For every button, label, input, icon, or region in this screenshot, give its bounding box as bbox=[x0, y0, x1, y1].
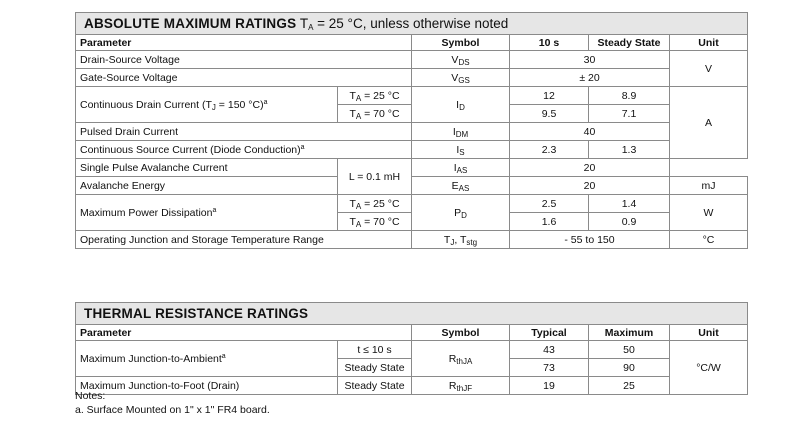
note-a: a. Surface Mounted on 1" x 1" FR4 board. bbox=[75, 404, 270, 416]
abs-header-row bbox=[76, 35, 748, 51]
param-operating-temperature: Operating Junction and Storage Temperature Range bbox=[76, 231, 412, 249]
value-ja-max-10s: 50 bbox=[589, 341, 670, 359]
symbol-eas: $E_{AS}$ bbox=[412, 177, 510, 195]
table-row bbox=[76, 51, 748, 69]
value-vds: 30 bbox=[510, 51, 670, 69]
value-temperature-range: - 55 to 150 bbox=[510, 231, 670, 249]
param-max-power-dissipation: Maximum Power Dissipation$^a$ bbox=[76, 195, 338, 231]
thermal-header-parameter: Parameter bbox=[76, 325, 412, 341]
value-jf-max: 25 bbox=[589, 377, 670, 395]
symbol-tj-tstg: $T_J$, $T_{stg}$ bbox=[412, 231, 510, 249]
notes-label: Notes: bbox=[75, 390, 106, 402]
header-unit: Unit bbox=[670, 35, 748, 51]
thermal-header-typical: Typical bbox=[510, 325, 589, 341]
thermal-header-symbol: Symbol bbox=[412, 325, 510, 341]
value-ias: 20 bbox=[510, 159, 670, 177]
param-continuous-source-current: Continuous Source Current (Diode Conduction)$^a$ bbox=[76, 141, 412, 159]
abs-title: ABSOLUTE MAXIMUM RATINGS bbox=[84, 15, 297, 31]
value-pd-70-10s: 1.6 bbox=[510, 213, 589, 231]
table-row bbox=[76, 341, 748, 359]
value-id-70-ss: 7.1 bbox=[589, 105, 670, 123]
table-row bbox=[76, 69, 748, 87]
param-junction-to-foot: Maximum Junction-to-Foot (Drain) bbox=[76, 377, 338, 395]
value-ja-typ-10s: 43 bbox=[510, 341, 589, 359]
param-continuous-drain-current: Continuous Drain Current ($T_J = 150$ °C)$^a$ bbox=[76, 87, 338, 123]
unit-w: W bbox=[670, 195, 748, 231]
value-ja-max-ss: 90 bbox=[589, 359, 670, 377]
table-row bbox=[76, 177, 748, 195]
unit-c-per-w: °C/W bbox=[670, 341, 748, 395]
value-pd-25-10s: 2.5 bbox=[510, 195, 589, 213]
condition-ta-25: $T_A = 25$ °C bbox=[338, 87, 412, 105]
symbol-id: $I_D$ bbox=[412, 87, 510, 123]
param-gate-source-voltage: Gate-Source Voltage bbox=[76, 69, 412, 87]
unit-v: V bbox=[670, 51, 748, 87]
unit-mj: mJ bbox=[670, 177, 748, 195]
abs-title-condition: $T_A = 25$ °C, unless otherwise noted bbox=[299, 15, 509, 32]
value-jf-typ: 19 bbox=[510, 377, 589, 395]
symbol-rthjf: $R_{thJF}$ bbox=[412, 377, 510, 395]
table-row bbox=[76, 141, 748, 159]
condition-ta-70: $T_A = 70$ °C bbox=[338, 105, 412, 123]
condition-steady-state: Steady State bbox=[338, 359, 412, 377]
value-is-ss: 1.3 bbox=[589, 141, 670, 159]
header-symbol: Symbol bbox=[412, 35, 510, 51]
thermal-title-row bbox=[76, 303, 748, 325]
header-parameter: Parameter bbox=[76, 35, 412, 51]
thermal-header-unit: Unit bbox=[670, 325, 748, 341]
param-single-pulse-avalanche-current: Single Pulse Avalanche Current bbox=[76, 159, 338, 177]
value-id-25-10s: 12 bbox=[510, 87, 589, 105]
header-10s: 10 s bbox=[510, 35, 589, 51]
condition-t-10s: t ≤ 10 s bbox=[338, 341, 412, 359]
symbol-pd: $P_D$ bbox=[412, 195, 510, 231]
thermal-title-cell bbox=[76, 303, 748, 325]
symbol-ias: $I_{AS}$ bbox=[412, 159, 510, 177]
absolute-maximum-ratings-table bbox=[75, 12, 748, 249]
header-steady-state: Steady State bbox=[589, 35, 670, 51]
condition-inductance: L = 0.1 mH bbox=[338, 159, 412, 195]
condition-pd-ta-25: $T_A = 25$ °C bbox=[338, 195, 412, 213]
unit-celsius: °C bbox=[670, 231, 748, 249]
thermal-resistance-table bbox=[75, 302, 748, 395]
thermal-title: THERMAL RESISTANCE RATINGS bbox=[84, 305, 309, 321]
symbol-rthja: $R_{thJA}$ bbox=[412, 341, 510, 377]
value-id-25-ss: 8.9 bbox=[589, 87, 670, 105]
param-pulsed-drain-current: Pulsed Drain Current bbox=[76, 123, 412, 141]
condition-pd-ta-70: $T_A = 70$ °C bbox=[338, 213, 412, 231]
value-pd-70-ss: 0.9 bbox=[589, 213, 670, 231]
table-row bbox=[76, 87, 748, 105]
value-eas: 20 bbox=[510, 177, 670, 195]
symbol-idm: $I_{DM}$ bbox=[412, 123, 510, 141]
param-junction-to-ambient: Maximum Junction-to-Ambient$^a$ bbox=[76, 341, 338, 377]
table-row bbox=[76, 377, 748, 395]
table-row bbox=[76, 231, 748, 249]
unit-a: A bbox=[670, 87, 748, 159]
table-row bbox=[76, 195, 748, 213]
abs-title-cell bbox=[76, 13, 748, 35]
condition-jf-steady-state: Steady State bbox=[338, 377, 412, 395]
thermal-header-maximum: Maximum bbox=[589, 325, 670, 341]
value-is-10s: 2.3 bbox=[510, 141, 589, 159]
table-row bbox=[76, 159, 748, 177]
param-drain-source-voltage: Drain-Source Voltage bbox=[76, 51, 412, 69]
thermal-header-row bbox=[76, 325, 748, 341]
symbol-vds: $V_{DS}$ bbox=[412, 51, 510, 69]
value-vgs: ± 20 bbox=[510, 69, 670, 87]
param-avalanche-energy: Avalanche Energy bbox=[76, 177, 338, 195]
symbol-is: $I_S$ bbox=[412, 141, 510, 159]
value-idm: 40 bbox=[510, 123, 670, 141]
value-pd-25-ss: 1.4 bbox=[589, 195, 670, 213]
abs-title-row bbox=[76, 13, 748, 35]
table-row bbox=[76, 123, 748, 141]
value-ja-typ-ss: 73 bbox=[510, 359, 589, 377]
symbol-vgs: $V_{GS}$ bbox=[412, 69, 510, 87]
value-id-70-10s: 9.5 bbox=[510, 105, 589, 123]
